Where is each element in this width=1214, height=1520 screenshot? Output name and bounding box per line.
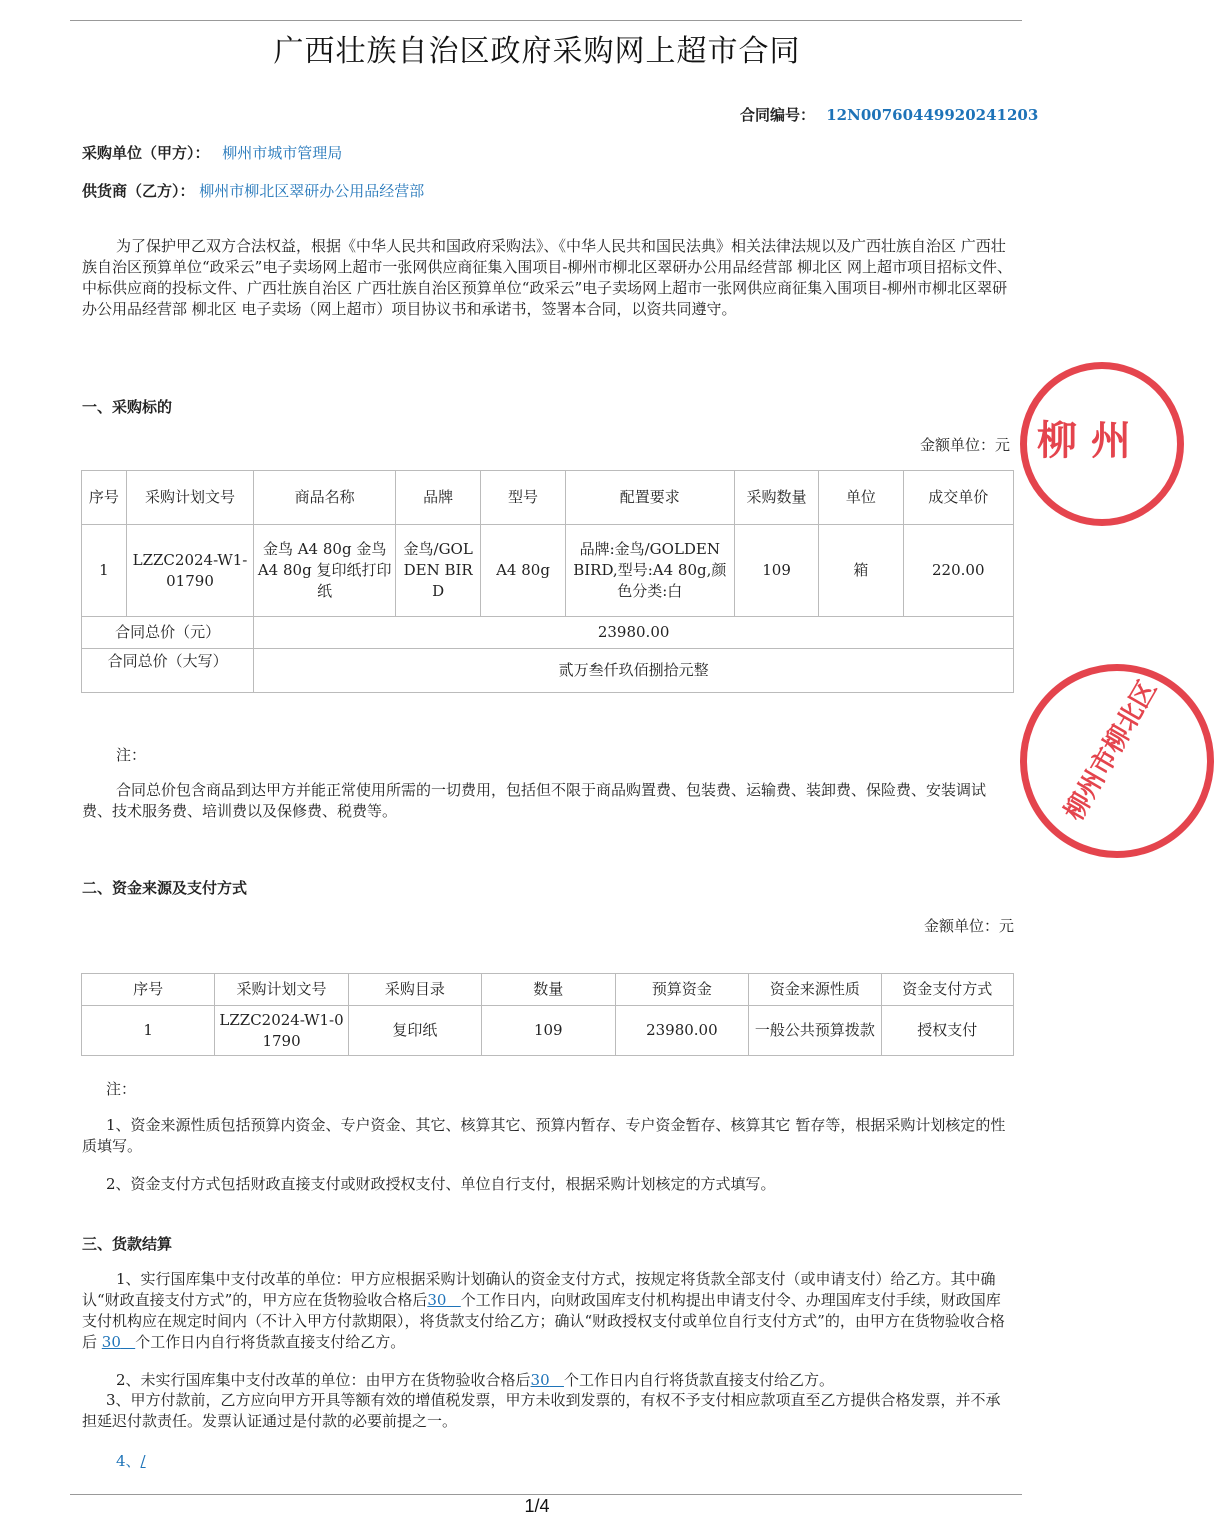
header-unit: 单位 <box>819 471 903 525</box>
cell-pay: 授权支付 <box>881 1006 1013 1056</box>
cell-budget: 23980.00 <box>615 1006 749 1056</box>
contract-number <box>740 104 1038 125</box>
page-title: 广西壮族自治区政府采购网上超市合同 <box>273 34 801 69</box>
intro-paragraph: 为了保护甲乙双方合法权益，根据《中华人民共和国政府采购法》、《中华人民共和国民法典》相关法律法规以及广西壮族自治区 广西壮族自治区预算单位“政采云”电子卖场网上超市一张网供应商征集入围项目-柳州市柳北区翠研办公用品经营部 柳北区 网上超市项目招标文件、中标供应商的投标文件、广西壮族自治区 广西壮族自治区预算单位“政采云”电子卖场网上超市一张网供应商征集入围项目-柳州市柳北区翠研办公用品经营部 柳北区 电子卖场（网上超市）项目协议书和承诺书，签署本合同，以资共同遵守。 <box>82 237 1012 318</box>
header-catalog: 采购目录 <box>348 974 481 1006</box>
top-rule <box>70 20 1022 21</box>
header-model: 型号 <box>481 471 565 525</box>
buyer-value: 柳州市城市管理局 <box>222 144 343 162</box>
header-brand: 品牌 <box>396 471 481 525</box>
p1-days-2-pad <box>121 1333 135 1351</box>
section3-item-4 <box>116 1450 253 1471</box>
supplier-value: 柳州市柳北区翠研办公用品经营部 <box>199 182 425 200</box>
section2-note2: 2、资金支付方式包括财政直接支付或财政授权支付、单位自行支付，根据采购计划核定的方式填写。 <box>106 1175 776 1193</box>
p1-text-a: 1、实行国库集中支付改革的单位：甲方应根据采购计划确认的资金支付方式，按规定将货款全部支付（或申请支付）给乙方。其中确认“财政直接支付方式”的，甲方应在货物验收合格后 <box>82 1270 996 1309</box>
cell-product: 金鸟 A4 80g 金鸟 A4 80g 复印纸打印纸 <box>254 525 396 617</box>
cell-qty: 109 <box>482 1006 615 1056</box>
cell-model: A4 80g <box>481 525 565 617</box>
section3-paragraph-1 <box>82 1269 1012 1353</box>
section2-unit-note: 金额单位：元 <box>923 917 1014 935</box>
header-plan-no: 采购计划文号 <box>126 471 254 525</box>
total-cn-row <box>82 649 1014 693</box>
section3-heading: 三、货款结算 <box>82 1235 173 1253</box>
cell-config: 品牌:金鸟/GOLDEN BIRD,型号:A4 80g,颜色分类:白 <box>565 525 734 617</box>
total-cn-value: 贰万叁仟玖佰捌拾元整 <box>254 649 1014 693</box>
table-header-row <box>82 471 1014 525</box>
section2-note1: 1、资金来源性质包括预算内资金、专户资金、其它、核算其它、预算内暂存、专户资金暂存、核算其它 暂存等，根据采购计划核定的性质填写。 <box>82 1116 1006 1155</box>
cell-catalog: 复印纸 <box>348 1006 481 1056</box>
supplier-line <box>82 180 424 201</box>
header-budget: 预算资金 <box>615 974 749 1006</box>
p2-text-a: 2、未实行国库集中支付改革的单位：由甲方在货物验收合格后 <box>116 1371 531 1389</box>
p2-days: 30 <box>530 1371 550 1389</box>
buyer-label: 采购单位（甲方）： <box>82 144 210 162</box>
seal-bottom <box>1020 664 1214 858</box>
seal-bottom-text: 柳州市柳北区 <box>1059 675 1164 826</box>
cell-qty: 109 <box>734 525 818 617</box>
header-product: 商品名称 <box>254 471 396 525</box>
p1-text-b: 个工作日内，向财政国库支付机构提出申请支付令、办理国库支付手续，财政国库支付机构应在规定时间内（不计入甲方付款期限），将货款支付给乙方；确认“财政授权支付或单位自行支付方式”的，由甲方在货物验收合格后 <box>82 1291 1005 1351</box>
funding-table <box>81 973 1014 1056</box>
seal-top-text: 柳 州 <box>1037 417 1131 464</box>
buyer-line <box>82 142 342 163</box>
cell-seq: 1 <box>82 1006 215 1056</box>
section3-paragraph-3: 3、甲方付款前，乙方应向甲方开具等额有效的增值税发票，甲方未收到发票的，有权不予支付相应款项直至乙方提供合格发票，并不承担延迟付款责任。发票认证通过是付款的必要前提之一。 <box>82 1391 1001 1430</box>
purchase-items-table <box>81 470 1014 693</box>
header-qty: 数量 <box>482 974 615 1006</box>
p1-days-1-pad <box>446 1291 460 1309</box>
header-seq: 序号 <box>82 471 127 525</box>
supplier-label: 供货商（乙方）： <box>82 182 195 200</box>
total-row <box>82 617 1014 649</box>
cell-plan-no: LZZC2024-W1-01790 <box>126 525 254 617</box>
header-pay: 资金支付方式 <box>881 974 1013 1006</box>
header-plan-no: 采购计划文号 <box>215 974 348 1006</box>
bottom-rule <box>70 1494 1022 1495</box>
table-row <box>82 525 1014 617</box>
contract-number-label: 合同编号： <box>740 106 816 124</box>
total-value: 23980.00 <box>254 617 1014 649</box>
total-cn-label: 合同总价（大写） <box>82 649 254 693</box>
page-number: 1/4 <box>524 1496 550 1516</box>
seal-top <box>1020 362 1184 526</box>
section1-unit-note: 金额单位：元 <box>919 436 1010 454</box>
cell-source: 一般公共预算拨款 <box>749 1006 881 1056</box>
section2-heading: 二、资金来源及支付方式 <box>82 879 248 897</box>
p1-days-1: 30 <box>427 1291 447 1309</box>
cell-price: 220.00 <box>903 525 1013 617</box>
p1-text-c: 个工作日内自行将货款直接支付给乙方。 <box>135 1333 406 1351</box>
header-price: 成交单价 <box>903 471 1013 525</box>
header-seq: 序号 <box>82 974 215 1006</box>
contract-number-value: 12N00760449920241203 <box>826 106 1039 124</box>
header-source: 资金来源性质 <box>749 974 881 1006</box>
cell-unit: 箱 <box>819 525 903 617</box>
section1-note-label: 注： <box>116 746 147 764</box>
p1-days-2: 30 <box>101 1333 121 1351</box>
cell-brand: 金鸟/GOLDEN BIRD <box>396 525 481 617</box>
total-label: 合同总价（元） <box>82 617 254 649</box>
header-config: 配置要求 <box>565 471 734 525</box>
section3-paragraph-2 <box>82 1370 1012 1391</box>
p2-text-b: 个工作日内自行将货款直接支付给乙方。 <box>563 1371 834 1389</box>
p2-days-pad <box>550 1371 564 1389</box>
item4-prefix: 4、 <box>116 1452 141 1470</box>
section2-note-label: 注： <box>106 1080 137 1098</box>
header-qty: 采购数量 <box>734 471 818 525</box>
cell-plan-no: LZZC2024-W1-01790 <box>215 1006 348 1056</box>
section1-note: 合同总价包含商品到达甲方并能正常使用所需的一切费用，包括但不限于商品购置费、包装费、运输费、装卸费、保险费、安装调试费、技术服务费、培训费以及保修费、税费等。 <box>82 781 987 820</box>
table-row <box>82 1006 1014 1056</box>
item4-value: / <box>140 1452 146 1470</box>
cell-seq: 1 <box>82 525 127 617</box>
table-header-row <box>82 974 1014 1006</box>
section1-heading: 一、采购标的 <box>82 398 173 416</box>
